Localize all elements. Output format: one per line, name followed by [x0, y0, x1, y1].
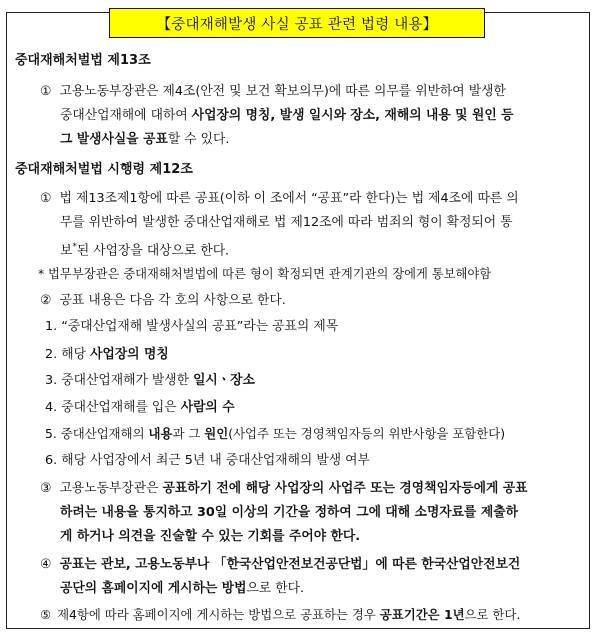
decree-paragraph-4-line-2: [60, 580, 304, 598]
paragraph-text: 보: [60, 243, 73, 259]
list-emphasis: 사람의 수: [180, 400, 235, 415]
decree-paragraph-2: [40, 292, 286, 310]
paragraph-text: 법 제13조제1항에 따른 공표(이하 이 조에서 “공표”라 한다)는 법 제4조에 따른 의: [59, 191, 519, 206]
paragraph-emphasis: 공단의 홈페이지에 게시하는 방법: [60, 581, 247, 596]
list-number: 6.: [45, 453, 58, 468]
decree-paragraph-1-line-3: [60, 238, 229, 260]
list-item: [45, 452, 370, 470]
list-item: [45, 318, 338, 336]
paragraph-text: 할 수 있다.: [167, 132, 230, 147]
paragraph-text: 된 사업장을 대상으로 한다.: [76, 243, 230, 259]
paragraph-text: 으로 한다.: [464, 607, 521, 622]
footnote-marker: *: [72, 242, 77, 252]
paragraph-number: ⑤: [40, 607, 52, 622]
law-paragraph-1-line-1: [40, 83, 506, 101]
paragraph-number: ②: [40, 293, 52, 308]
list-number: 1.: [45, 319, 58, 334]
list-emphasis: 내용: [148, 426, 173, 441]
decree-paragraph-1-line-1: [40, 190, 519, 208]
paragraph-emphasis: 공표는 관보, 고용노동부나 「한국산업안전보건공단법」에 따른 한국산업안전보건: [59, 557, 521, 572]
list-number: 5.: [45, 426, 57, 441]
list-emphasis: 일시ㆍ장소: [193, 373, 255, 388]
list-text: (사업주 또는 경영책임자등의 위반사항을 포함한다): [228, 426, 506, 441]
law-heading: 중대재해처벌법 제13조: [15, 53, 151, 68]
paragraph-text: 제4항에 따라 홈페이지에 게시하는 방법으로 공표하는 경우: [57, 607, 380, 622]
decree-paragraph-3-line-3: [60, 528, 360, 546]
title-text: 【중대재해발생 사실 공표 관련 법령 내용】: [156, 16, 438, 33]
list-number: 2.: [45, 347, 58, 362]
decree-paragraph-3-line-2: [60, 504, 518, 522]
footnote: * 법무부장관은 중대재해처벌법에 따른 형이 확정되면 관계기관의 장에게 통보해야함: [38, 267, 492, 281]
paragraph-number: ①: [40, 84, 52, 99]
paragraph-text: 고용노동부장관은 제4조(안전 및 보건 확보의무)에 따른 의무를 위반하여 발생한: [59, 84, 506, 99]
list-number: 3.: [45, 373, 58, 388]
list-number: 4.: [45, 400, 58, 415]
decree-paragraph-4-line-1: [40, 556, 520, 574]
decree-paragraph-5: [40, 606, 520, 624]
paragraph-text: 고용노동부장관은: [59, 481, 163, 496]
paragraph-number: ①: [40, 191, 52, 206]
paragraph-number: ④: [40, 557, 52, 572]
paragraph-number: ③: [40, 481, 52, 496]
list-text: “중대산업재해 발생사실의 공표”라는 공표의 제목: [61, 319, 339, 334]
decree-heading: 중대재해처벌법 시행령 제12조: [15, 162, 193, 177]
paragraph-emphasis: 그 발생사실을 공표: [60, 132, 168, 147]
paragraph-emphasis: 하려는 내용을 통지하고 30일 이상의 기간을 정하여 그에 대해 소명자료를 제출하: [60, 505, 518, 520]
paragraph-text: 중대산업재해에 대하여: [60, 108, 192, 123]
paragraph-emphasis: 사업장의 명칭, 발생 일시와 장소, 재해의 내용 및 원인 등: [191, 108, 514, 123]
law-paragraph-1-line-2: [60, 107, 514, 125]
law-paragraph-1-line-3: [60, 131, 229, 149]
list-text: 과 그: [172, 426, 205, 441]
list-text: 중대산업재해가 발생한: [61, 373, 194, 388]
list-item: [45, 425, 505, 443]
paragraph-emphasis: 공표기간은 1년: [379, 607, 465, 622]
list-text: 중대산업재해를 입은: [61, 400, 181, 415]
list-item: [45, 399, 235, 417]
paragraph-text: 으로 한다.: [246, 581, 305, 596]
list-text: 해당 사업장에서 최근 5년 내 중대산업재해의 발생 여부: [61, 453, 370, 468]
paragraph-emphasis: 게 하거나 의견을 진술할 수 있는 기회를 주어야 한다.: [60, 529, 361, 544]
decree-paragraph-3-line-1: [40, 480, 528, 498]
list-emphasis: 원인: [204, 426, 229, 441]
paragraph-text: 공표 내용은 다음 각 호의 사항으로 한다.: [59, 293, 286, 308]
paragraph-emphasis: 공표하기 전에 해당 사업장의 사업주 또는 경영책임자등에게 공표: [162, 481, 528, 496]
list-text: 해당: [61, 347, 91, 362]
document-title: [109, 8, 485, 38]
list-item: [45, 372, 255, 390]
list-text: 중대산업재해의: [60, 426, 149, 441]
decree-paragraph-1-line-2: 무를 위반하여 발생한 중대산업재해로 법 제12조에 따라 범죄의 형이 확정되어 통: [60, 215, 513, 230]
list-emphasis: 사업장의 명칭: [90, 347, 169, 362]
list-item: [45, 346, 169, 364]
